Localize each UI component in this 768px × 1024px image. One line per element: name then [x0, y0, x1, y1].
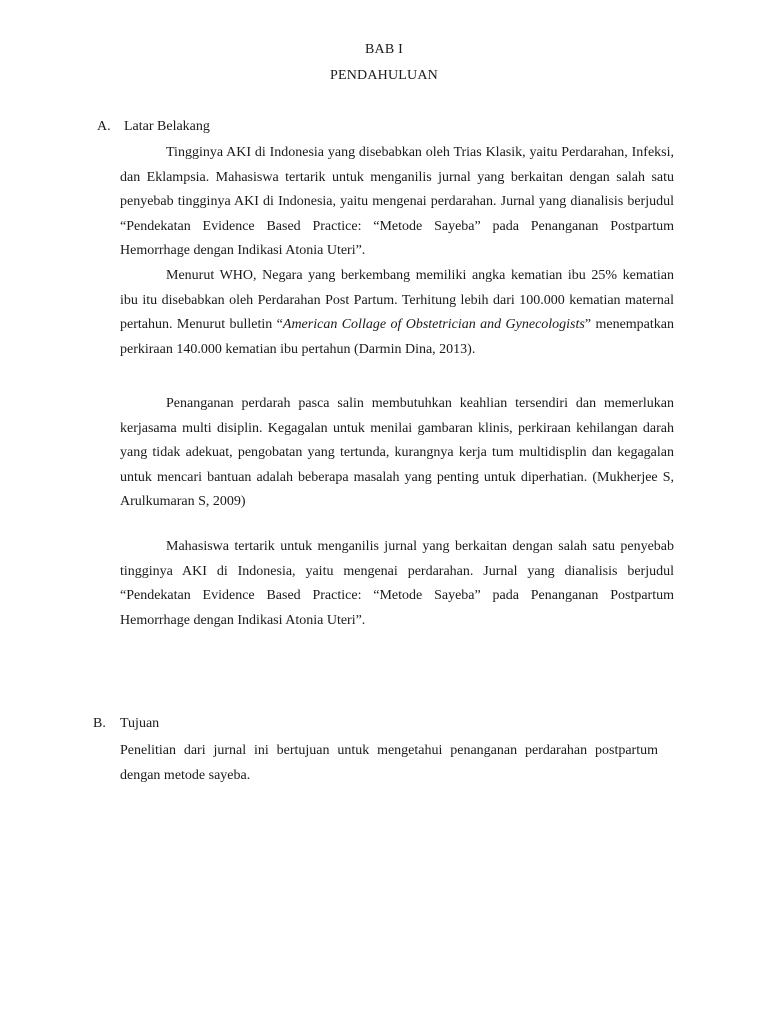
section-a-heading	[97, 119, 210, 135]
paragraph-latar-1: Tingginya AKI di Indonesia yang disebabkan oleh Trias Klasik, yaitu Perdarahan, Infeksi, dan Eklampsia. Mahasiswa tertarik untuk menganilis jurnal yang berkaitan dengan salah satu penyebab tingginya AKI di Indonesia, yaitu mengenai perdarahan. Jurnal yang dianalisis berjudul “Pendekatan Evidence Based Practice: “Metode Sayeba” pada Penanganan Postpartum Hemorrhage dengan Indikasi Atonia Uteri”.	[120, 145, 674, 258]
paragraph-latar-2-italic: American Collage of Obstetrician and Gynecologists	[282, 317, 585, 332]
section-b-title: Tujuan	[120, 716, 160, 731]
chapter-number: BAB I	[365, 42, 403, 57]
paragraph-latar-2-after: ” menempatkan perkiraan 140.000 kematian ibu pertahun (Darmin Dina, 2013).	[120, 317, 674, 357]
paragraph-latar-2	[120, 264, 674, 362]
paragraph-latar-2-before: Menurut WHO, Negara yang berkembang memiliki angka kematian ibu 25% kematian ibu itu disebabkan oleh Perdarahan Post Partum. Terhitung lebih dari 100.000 kematian maternal pertahun. Menurut bulletin “	[120, 268, 674, 332]
section-b-letter: B.	[93, 716, 106, 731]
section-a-letter: A.	[97, 119, 111, 134]
paragraph-tujuan: Penelitian dari jurnal ini bertujuan untuk mengetahui penanganan perdarahan postpartum dengan metode sayeba.	[120, 743, 658, 783]
section-b-heading	[93, 716, 159, 732]
paragraph-latar-3: Penanganan perdarah pasca salin membutuhkan keahlian tersendiri dan memerlukan kerjasama multi disiplin. Kegagalan untuk menilai gambaran klinis, perkiraan kehilangan darah yang tidak adekuat, pengobatan yang tertunda, kurangnya kerja tum multidisplin dan kegagalan untuk mencari bantuan adalah beberapa masalah yang penting untuk diperhatian. (Mukherjee S, Arulkumaran S, 2009)	[120, 396, 674, 509]
section-a-title: Latar Belakang	[124, 119, 210, 134]
paragraph-latar-4: Mahasiswa tertarik untuk menganilis jurnal yang berkaitan dengan salah satu penyebab tingginya AKI di Indonesia, yaitu mengenai perdarahan. Jurnal yang dianalisis berjudul “Pendekatan Evidence Based Practice: “Metode Sayeba” pada Penanganan Postpartum Hemorrhage dengan Indikasi Atonia Uteri”.	[120, 539, 674, 628]
chapter-title: PENDAHULUAN	[330, 68, 438, 83]
